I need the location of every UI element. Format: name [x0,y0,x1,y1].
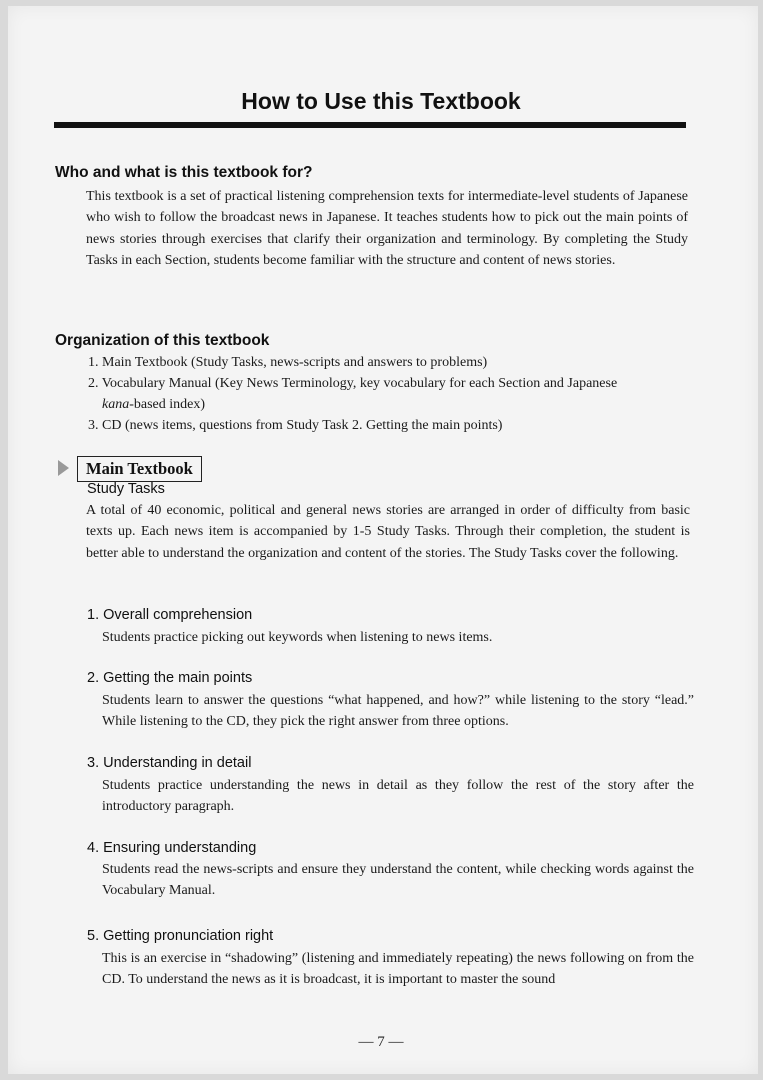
task-body-1: Students practice picking out keywords when listening to news items. [102,630,493,645]
document-page [8,6,758,1074]
organization-item-1: 1. Main Textbook (Study Tasks, news-scripts and answers to problems) [88,355,488,370]
section-body-who: This textbook is a set of practical listening comprehension texts for intermediate-level students of Japanese who wish to follow the broadcast news in Japanese. It teaches students how to pick out the main points of news stories through exercises that clarify their organization and terminology. By completing the Study Tasks in each Section, students become familiar with the structure and content of news stories. [86,189,688,268]
section-heading-who: Who and what is this textbook for? [55,164,313,181]
study-tasks-subheading: Study Tasks [87,481,165,497]
task-heading-5: 5. Getting pronunciation right [87,928,274,944]
page-title: How to Use this Textbook [241,88,521,114]
page-number: — 7 — [358,1034,404,1050]
kana-italic: kana [102,397,130,412]
organization-item-3: 3. CD (news items, questions from Study Task 2. Getting the main points) [88,418,503,433]
task-body-3: Students practice understanding the news in detail as they follow the rest of the story after the introductory paragraph. [102,778,694,815]
organization-item-2: 2. Vocabulary Manual (Key News Terminology, key vocabulary for each Section and Japanese [88,376,618,391]
task-heading-3: 3. Understanding in detail [87,755,252,771]
organization-item-2-rest: -based index) [129,397,206,412]
task-body-2: Students learn to answer the questions “what happened, and how?” while listening to the story “lead.” While listening to the CD, they pick the right answer from three options. [102,693,694,730]
task-heading-4: 4. Ensuring understanding [87,840,257,856]
main-textbook-label: Main Textbook [77,456,202,482]
task-body-5: This is an exercise in “shadowing” (listening and immediately repeating) the news following on from the CD. To understand the news as it is broadcast, it is important to master the sound [102,951,694,988]
section-heading-organization: Organization of this textbook [55,332,270,349]
task-heading-2: 2. Getting the main points [87,670,253,686]
title-rule [54,122,686,128]
task-body-4: Students read the news-scripts and ensure they understand the content, while checking words against the Vocabulary Manual. [102,862,694,899]
triangle-marker-icon [58,460,69,476]
main-textbook-intro: A total of 40 economic, political and general news stories are arranged in order of difficulty from basic texts up. Each news item is accompanied by 1-5 Study Tasks. Through their completion, the student is better able to understand the organization and content of the stories. The Study Tasks cover the following. [86,503,690,561]
organization-item-2-cont [102,394,205,415]
task-heading-1: 1. Overall comprehension [87,607,253,623]
